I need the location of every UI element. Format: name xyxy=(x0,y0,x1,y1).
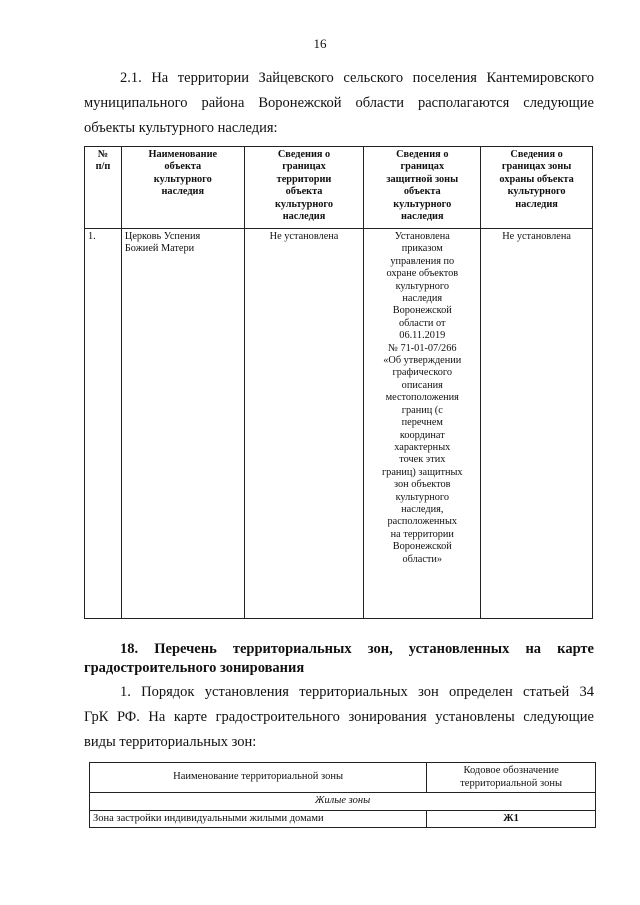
section-heading xyxy=(84,640,594,678)
protective-zone-line: зон объектов xyxy=(394,479,451,491)
protective-zone-line: Воронежской xyxy=(392,541,452,553)
zone-group-label: Жилые зоны xyxy=(90,793,596,811)
protective-zone-line: координат xyxy=(399,429,445,441)
protective-zone-line: графического xyxy=(392,367,452,379)
protective-zone-line: характерных xyxy=(394,441,451,453)
zones-line-1: 1. Порядок установления территориальных зон определен статьей 34 xyxy=(120,684,594,700)
protective-zone-line: № 71-01-07/266 xyxy=(388,342,457,354)
protective-zone-line: культурного xyxy=(395,491,449,503)
page-number: 16 xyxy=(313,36,327,51)
header-zone-name: Наименование территориальной зоны xyxy=(90,763,427,793)
protective-zone-line: местоположения xyxy=(385,392,459,404)
protective-zone-line: на территории xyxy=(390,528,454,540)
protective-zone-line: приказом xyxy=(401,243,443,255)
territorial-zones-table xyxy=(89,762,596,828)
protective-zone-line: культурного xyxy=(395,280,449,292)
protective-zone-line: границ) защитных xyxy=(381,466,463,478)
header-object-name: Наименование объекта культурного наследия xyxy=(121,147,244,229)
table-row xyxy=(85,229,593,619)
zone-name: Зона застройки индивидуальными жилыми домами xyxy=(90,810,427,828)
table-row xyxy=(90,810,596,828)
section-heading-line-1: 18. Перечень территориальных зон, установленных на карте xyxy=(120,641,594,657)
protective-zone-line: 06.11.2019 xyxy=(399,330,446,342)
protective-zone-line: «Об утверждении xyxy=(383,355,462,367)
heritage-table-header-row xyxy=(85,147,593,229)
intro-paragraph xyxy=(84,66,594,141)
zone-code: Ж1 xyxy=(427,810,596,828)
row-territory-bounds: Не установлена xyxy=(244,229,364,619)
protective-zone-line: точек этих xyxy=(399,454,446,466)
intro-line-1: 2.1. На территории Зайцевского сельского поселения Кантемировского xyxy=(120,70,594,86)
intro-line-3: объекты культурного наследия: xyxy=(84,120,278,136)
header-number: № п/п xyxy=(85,147,122,229)
protective-zone-line: наследия xyxy=(402,293,443,305)
protective-zone-line: расположенных xyxy=(387,516,458,528)
intro-line-2: муниципального района Воронежской области располагаются следующие xyxy=(84,95,594,111)
heritage-objects-table xyxy=(84,146,593,619)
row-object-name: Церковь Успения Божией Матери xyxy=(121,229,244,619)
protective-zone-line: наследия, xyxy=(401,503,444,515)
section-heading-line-2: градостроительного зонирования xyxy=(84,660,305,676)
protective-zone-line: перечнем xyxy=(401,417,443,429)
protective-zone-line: Воронежской xyxy=(392,305,452,317)
zones-table-header-row xyxy=(90,763,596,793)
row-number: 1. xyxy=(85,229,122,619)
header-protective-zone: Сведения о границах защитной зоны объекта культурного наследия xyxy=(364,147,481,229)
protective-zone-line: Установлена xyxy=(394,231,450,242)
header-zone-code: Кодовое обозначение территориальной зоны xyxy=(427,763,596,793)
zones-group-row xyxy=(90,793,596,811)
row-protective-zone xyxy=(364,229,481,619)
protective-zone-line: охране объектов xyxy=(386,268,459,280)
protective-zone-line: области» xyxy=(402,553,443,565)
row-protection-zone: Не установлена xyxy=(481,229,593,619)
protective-zone-line: области от xyxy=(399,317,446,329)
protective-zone-line: управления по xyxy=(390,255,455,267)
protective-zone-line: границ (с xyxy=(401,404,443,416)
header-protection-zone: Сведения о границах зоны охраны объекта культурного наследия xyxy=(481,147,593,229)
zones-paragraph xyxy=(84,680,594,755)
protective-zone-line: описания xyxy=(401,379,443,391)
header-territory-bounds: Сведения о границах территории объекта культурного наследия xyxy=(244,147,364,229)
zones-line-2: ГрК РФ. На карте градостроительного зонирования установлены следующие xyxy=(84,709,594,725)
zones-line-3: виды территориальных зон: xyxy=(84,734,257,750)
